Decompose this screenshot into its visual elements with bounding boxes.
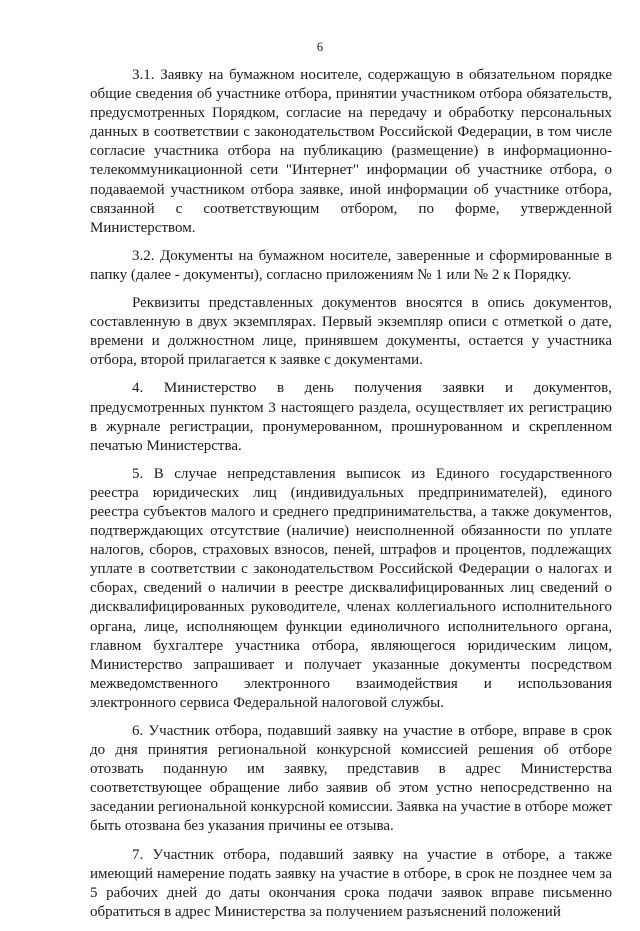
paragraph-3-2: 3.2. Документы на бумажном носителе, заверенные и сформированные в папку (далее - документы), согласно приложениям № 1 или № 2 к Порядку.	[90, 247, 612, 283]
paragraph-7: 7. Участник отбора, подавший заявку на участие в отборе, а также имеющий намерение подать заявку на участие в отборе, в срок не позднее чем за 5 рабочих дней до даты окончания срока подачи заявок вправе письменно обратиться в адрес Министерства за получением разъяснений положений	[90, 846, 612, 920]
paragraph-4: 4. Министерство в день получения заявки и документов, предусмотренных пунктом 3 настоящего раздела, осуществляет их регистрацию в журнале регистрации, пронумерованном, прошнурованном и скрепленном печатью Министерства.	[90, 380, 612, 454]
paragraph-5: 5. В случае непредставления выписок из Единого государственного реестра юридических лиц (индивидуальных предпринимателей), единого реестра субъектов малого и среднего предпринимательства, а также документов, подтверждающих отсутствие (наличие) неисполненной обязанности по уплате налогов, сборов, страховых взносов, пеней, штрафов и процентов, подлежащих уплате в соответствии с законодательством Российской Федерации о налогах и сборах, сведений о наличии в реестре дисквалифицированных лиц сведений о дисквалифицированных руководителе, членах коллегиального исполнительного органа, лице, исполняющем функции единоличного исполнительного органа, главном бухгалтере участника отбора, являющегося юридическим лицом, Министерство запрашивает и получает указанные документы посредством межведомственного электронного взаимодействия и использования электронного сервиса Федеральной налоговой службы.	[90, 465, 612, 711]
paragraph-6: 6. Участник отбора, подавший заявку на участие в отборе, вправе в срок до дня принятия региональной конкурсной комиссией решения об отборе отозвать поданную им заявку, представив в адрес Министерства соответствующее обращение либо заявив об этом устно непосредственно на заседании региональной конкурсной комиссии. Заявка на участие в отборе может быть отозвана без указания причины ее отзыва.	[90, 723, 612, 835]
page-number: 6	[316, 40, 324, 54]
paragraph-3-1: 3.1. Заявку на бумажном носителе, содержащую в обязательном порядке общие сведения об участнике отбора, принятии участником отбора обязательств, предусмотренных Порядком, согласие на передачу и обработку персональных данных в соответствии с законодательством Российской Федерации, в том числе согласие участника отбора на публикацию (размещение) в информационно-телекоммуникационной сети "Интернет" информации об участнике отбора, о подаваемой участником отбора заявке, иной информации об участнике отбора, связанной с соответствующим отбором, по форме, утвержденной Министерством.	[90, 67, 612, 236]
paragraph-requisites: Реквизиты представленных документов вносятся в опись документов, составленную в двух экземплярах. Первый экземпляр описи с отметкой о дате, времени и должностном лице, принявшем документы, остается у участника отбора, второй прилагается к заявке с документами.	[90, 295, 612, 369]
document-body	[90, 66, 612, 931]
